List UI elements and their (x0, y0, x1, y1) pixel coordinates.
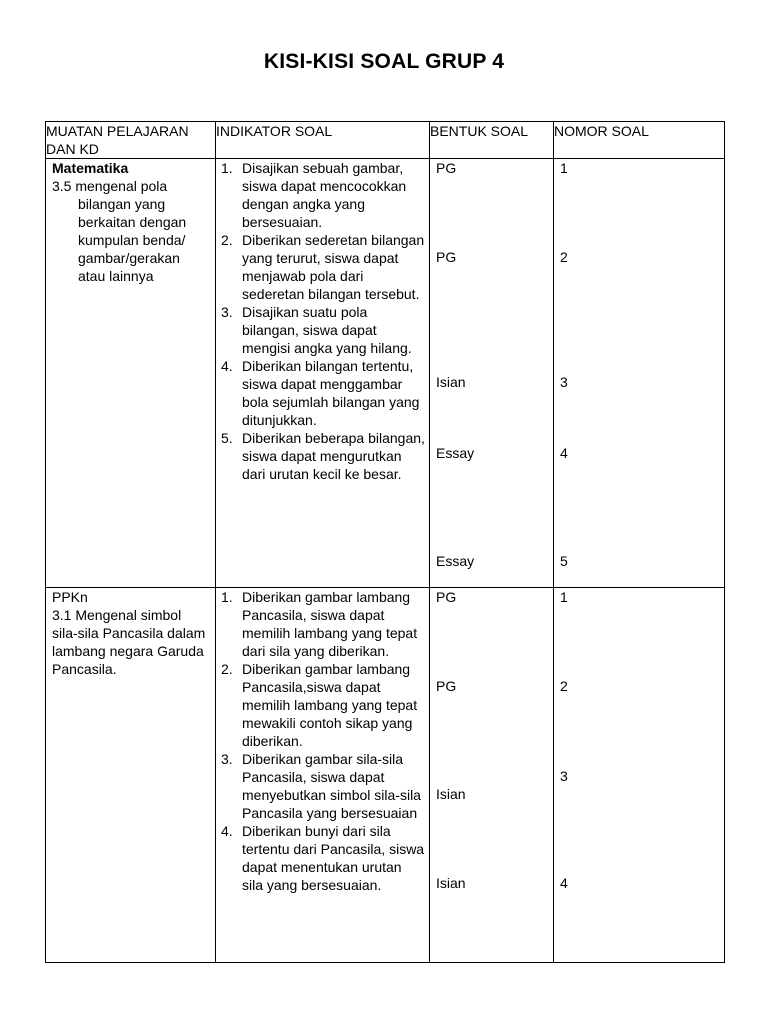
bentuk-value: PG (436, 160, 457, 176)
page-title: KISI-KISI SOAL GRUP 4 (263, 50, 505, 73)
table-row (46, 159, 725, 588)
header-indikator: INDIKATOR SOAL (216, 122, 430, 159)
header-bentuk: BENTUK SOAL (430, 122, 554, 159)
item-number: 2. (221, 661, 233, 677)
list-item (216, 159, 429, 231)
item-text: Diberikan bilangan tertentu, siswa dapat menggambar bola sejumlah bilangan yang ditunjukkan. (242, 358, 420, 428)
bentuk-value: Isian (436, 786, 466, 802)
subject-name: PPKn (52, 589, 88, 605)
header-muatan: MUATAN PELAJARAN DAN KD (46, 122, 216, 159)
cell-indikator (216, 588, 430, 963)
item-number: 4. (221, 358, 233, 374)
item-text: Diberikan gambar sila-sila Pancasila, siswa dapat menyebutkan simbol sila-sila Pancasila yang bersesuaian (242, 751, 421, 821)
table-row (46, 588, 725, 963)
item-number: 3. (221, 304, 233, 320)
kd-text: 3.1 Mengenal simbol sila-sila Pancasila dalam lambang negara Garuda Pancasila. (52, 607, 206, 677)
item-number: 1. (221, 589, 233, 605)
list-item (216, 750, 429, 822)
item-text: Diberikan beberapa bilangan, siswa dapat mengurutkan dari urutan kecil ke besar. (242, 430, 425, 482)
item-text: Diberikan sederetan bilangan yang terurut, siswa dapat menjawab pola dari sederetan bilangan tersebut. (242, 232, 425, 302)
list-item (216, 429, 429, 483)
list-item (216, 303, 429, 357)
nomor-value: 1 (560, 589, 568, 605)
indicator-list (216, 159, 429, 483)
nomor-value: 1 (560, 160, 568, 176)
nomor-value: 3 (560, 374, 568, 390)
indicator-list (216, 588, 429, 894)
nomor-value: 5 (560, 553, 568, 569)
nomor-value: 3 (560, 768, 568, 784)
kisi-kisi-table (45, 121, 725, 963)
bentuk-value: Essay (436, 445, 475, 461)
item-number: 4. (221, 823, 233, 839)
cell-muatan (46, 588, 216, 963)
cell-bentuk (430, 588, 554, 963)
nomor-value: 2 (560, 678, 568, 694)
list-item (216, 588, 429, 660)
item-number: 2. (221, 232, 233, 248)
bentuk-value: PG (436, 589, 457, 605)
nomor-value: 4 (560, 445, 568, 461)
item-text: Disajikan sebuah gambar, siswa dapat mencocokkan dengan angka yang bersesuaian. (242, 160, 407, 230)
item-text: Diberikan gambar lambang Pancasila, siswa dapat memilih lambang yang tepat dari sila yang diberikan. (242, 589, 418, 659)
bentuk-value: Essay (436, 553, 475, 569)
kd-text: 3.5 mengenal pola bilangan yang berkaitan dengan kumpulan benda/ gambar/gerakan atau lainnya (52, 178, 187, 284)
list-item (216, 231, 429, 303)
list-item (216, 357, 429, 429)
list-item (216, 822, 429, 894)
header-nomor: NOMOR SOAL (554, 122, 725, 159)
item-text: Diberikan gambar lambang Pancasila,siswa dapat memilih lambang yang tepat mewakili contoh sikap yang diberikan. (242, 661, 418, 749)
item-number: 1. (221, 160, 233, 176)
nomor-value: 4 (560, 875, 568, 891)
item-text: Diberikan bunyi dari sila tertentu dari Pancasila, siswa dapat menentukan urutan sila yang bersesuaian. (242, 823, 425, 893)
cell-nomor (554, 159, 725, 588)
list-item (216, 660, 429, 750)
nomor-value: 2 (560, 249, 568, 265)
bentuk-value: PG (436, 249, 457, 265)
bentuk-value: PG (436, 678, 457, 694)
cell-nomor (554, 588, 725, 963)
bentuk-value: Isian (436, 374, 466, 390)
item-number: 3. (221, 751, 233, 767)
bentuk-value: Isian (436, 875, 466, 891)
item-number: 5. (221, 430, 233, 446)
item-text: Disajikan suatu pola bilangan, siswa dapat mengisi angka yang hilang. (242, 304, 412, 356)
cell-muatan (46, 159, 216, 588)
cell-indikator (216, 159, 430, 588)
table-header-row (46, 122, 725, 159)
subject-name: Matematika (52, 160, 129, 176)
cell-bentuk (430, 159, 554, 588)
